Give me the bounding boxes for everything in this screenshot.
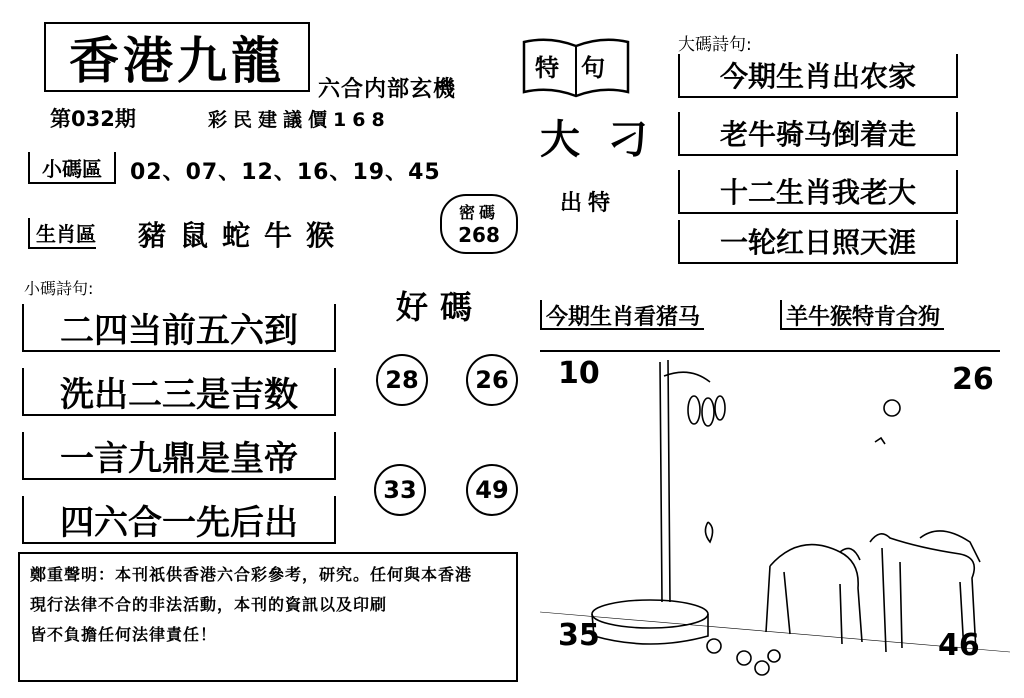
special-sub-text: 出特 (560, 191, 617, 216)
big-poem-label: 大碼詩句: (678, 35, 752, 55)
secret-code-badge (440, 194, 518, 254)
page-title: 香港九龍 (44, 22, 310, 92)
book-label: 特句 (535, 54, 627, 82)
zodiac-values: 豬鼠蛇牛猴 (138, 219, 349, 252)
number-ball: 49 (466, 464, 518, 516)
small-codes-label: 小碼區 (28, 152, 116, 184)
disclaimer-line: 現行法律不合的非法活動，本刊的資訊以及印刷 (30, 595, 388, 614)
open-book-icon (520, 36, 632, 98)
poem-text: 四六合一先后出 (60, 502, 298, 543)
middle-text: 羊牛猴特肯合狗 (780, 300, 944, 330)
disclaimer-line: 鄭重聲明：本刊祇供香港六合彩參考，研究。任何與本香港 (30, 565, 473, 584)
big-poem-line (678, 220, 958, 264)
big-poem-line (678, 54, 958, 98)
corner-number: 26 (952, 362, 994, 397)
small-poem-label: 小碼詩句: (24, 279, 94, 298)
zodiac-label: 生肖區 (28, 218, 96, 249)
small-poem-line (22, 432, 336, 480)
poem-text: 一言九鼎是皇帝 (60, 438, 298, 479)
small-poem-line (22, 368, 336, 416)
middle-text: 今期生肖看猪马 (540, 300, 704, 330)
corner-number: 46 (938, 628, 980, 663)
small-codes-numbers: 02、07、12、16、19、45 (130, 160, 441, 185)
price-text: 彩民建議價168 (208, 109, 391, 131)
big-poem-line (678, 170, 958, 214)
special-big-text: 大刁 (540, 116, 676, 163)
poem-text: 今期生肖出农家 (719, 60, 916, 93)
poem-text: 一轮红日照天涯 (719, 226, 916, 259)
poem-text: 二四当前五六到 (60, 310, 298, 351)
secret-code-value: 268 (458, 223, 500, 247)
small-poem-line (22, 496, 336, 544)
secret-code-label: 密碼 (458, 203, 499, 222)
good-numbers-title: 好碼 (396, 288, 485, 326)
subtitle: 六合内部玄機 (318, 77, 457, 102)
issue-number: 第032期 (50, 107, 136, 131)
corner-number: 35 (558, 618, 600, 653)
number-ball: 33 (374, 464, 426, 516)
poem-text: 十二生肖我老大 (719, 176, 916, 209)
small-poem-line (22, 304, 336, 352)
number-ball: 26 (466, 354, 518, 406)
number-ball: 28 (376, 354, 428, 406)
disclaimer-line: 皆不負擔任何法律責任！ (30, 625, 218, 644)
disclaimer-box (18, 552, 518, 682)
poem-text: 洗出二三是吉数 (60, 374, 298, 415)
big-poem-line (678, 112, 958, 156)
corner-number: 10 (558, 356, 600, 391)
poem-text: 老牛骑马倒着走 (719, 118, 916, 151)
